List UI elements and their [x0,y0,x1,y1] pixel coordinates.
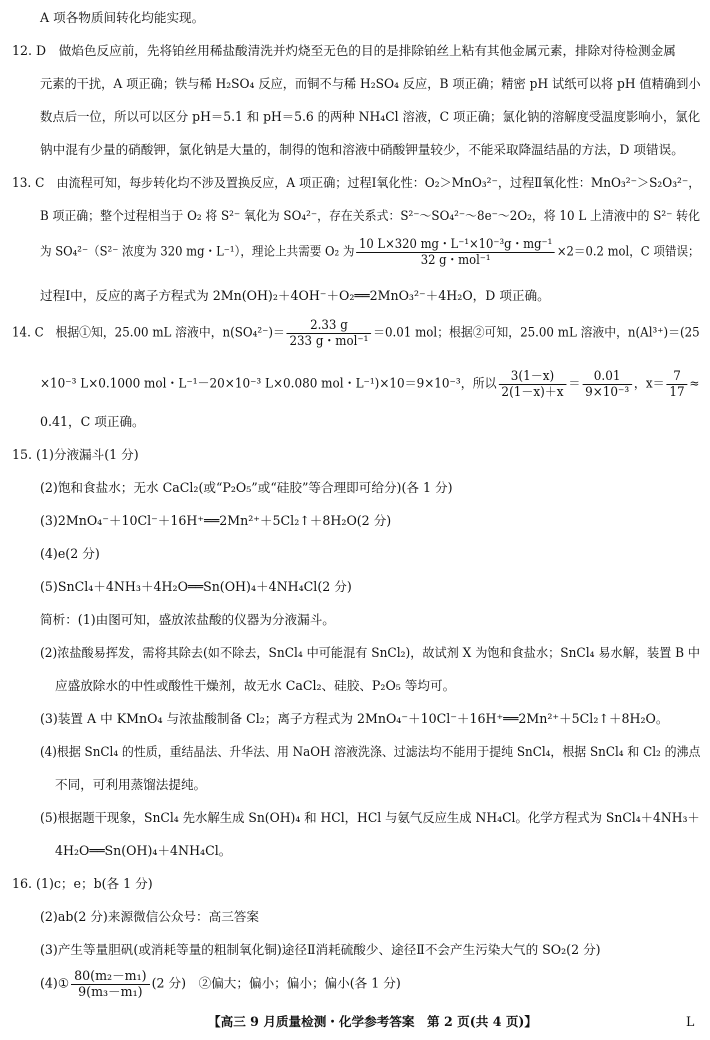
answer-16-line: 16. (1)c；e；b(各 1 分) [12,876,153,891]
fraction-numerator: 3(1－x) [499,370,567,385]
text-line: B 项正确；整个过程相当于 O₂ 将 S²⁻ 氧化为 SO₄²⁻，存在关系式：S²⁻～SO₄²⁻～8e⁻～2O₂，将 10 L 上清液中的 S²⁻ 转化 [40,208,700,223]
text-line: 过程Ⅰ中，反应的离子方程式为 2Mn(OH)₂＋4OH⁻＋O₂══2MnO₃²⁻＋4H₂O，D 项正确。 [40,288,550,303]
text-fragment: ×2＝0.2 mol，C 项错误； [556,243,700,259]
answer-14-line [12,319,700,347]
fraction-denominator: 2(1－x)＋x [501,383,564,399]
answer-13-line: 13. C 由流程可知，每步转化均不涉及置换反应，A 项正确；过程Ⅰ氧化性：O₂＞MnO₃²⁻，过程Ⅱ氧化性：MnO₃²⁻＞S₂O₃²⁻， [12,175,701,190]
fraction-numerator: 10 L×320 mg・L⁻¹×10⁻³g・mg⁻¹ [356,238,555,253]
answer-12-line: 12. D 做焰色反应前，先将铂丝用稀盐酸清洗并灼烧至无色的目的是排除铂丝上粘有其他金属元素，排除对待检测金属 [12,43,676,58]
text-line: (2)浓盐酸易挥发，需将其除去(如不除去，SnCl₄ 中可能混有 SnCl₂)，故试剂 X 为饱和食盐水；SnCl₄ 易水解，装置 B 中 [40,645,701,660]
text-fragment: ×10⁻³ L×0.1000 mol・L⁻¹－20×10⁻³ L×0.080 mol・L⁻¹)×10＝9×10⁻³，所以 [40,375,497,391]
text-line: 钠中混有少量的硝酸钾，氯化钠是大量的，制得的饱和溶液中硝酸钾量较少，不能采取降温结晶的方法，D 项错误。 [40,142,684,157]
fraction-numerator: 2.33 g [287,319,372,334]
answer-15-line: 15. (1)分液漏斗(1 分) [12,447,139,462]
text-line: 数点后一位，所以可以区分 pH＝5.1 和 pH＝5.6 的两种 NH₄Cl 溶液，C 项正确；氯化钠的溶解度受温度影响小，氯化 [40,109,701,124]
text-line: (3)产生等量胆矾(或消耗等量的粗制氧化铜)途径Ⅱ消耗硫酸少、途径Ⅱ不会产生污染大气的 SO₂(2 分) [40,942,601,957]
fraction-denominator: 32 g・mol⁻¹ [420,251,491,267]
text-line: A 项各物质间转化均能实现。 [40,10,205,25]
text-fragment: ，x＝ [633,375,665,391]
text-line: 元素的干扰，A 项正确；铁与稀 H₂SO₄ 反应，而铜不与稀 H₂SO₄ 反应，B 项正确；精密 pH 试纸可以将 pH 值精确到小 [40,76,701,91]
text-line: (3)装置 A 中 KMnO₄ 与浓盐酸制备 Cl₂；离子方程式为 2MnO₄⁻＋10Cl⁻＋16H⁺══2Mn²⁺＋5Cl₂↑＋8H₂O。 [40,711,669,726]
fraction-denominator: 9×10⁻³ [585,383,630,399]
fraction-numerator: 0.01 [582,370,632,385]
text-line: (2)ab(2 分)来源微信公众号：高三答案 [40,909,259,924]
fraction [71,970,149,998]
fraction [356,238,555,266]
fraction [287,319,372,347]
text-line: 0.41，C 项正确。 [40,414,145,429]
fraction-denominator: 9(m₃－m₁) [78,983,143,999]
formula-line [40,970,401,998]
text-fragment: ＝ [568,375,581,391]
text-fragment: (4)① [40,975,70,991]
footer-code: L [686,1014,695,1029]
text-fragment: (2 分) ②偏大；偏小；偏小；偏小(各 1 分) [151,975,401,991]
fraction-numerator: 80(m₂－m₁) [71,970,149,985]
text-line: (5)根据题干现象，SnCl₄ 先水解生成 Sn(OH)₄ 和 HCl，HCl 与氨气反应生成 NH₄Cl。化学方程式为 SnCl₄＋4NH₃＋ [40,810,700,825]
text-line: (2)饱和食盐水；无水 CaCl₂(或“P₂O₅”或“硅胶”等合理即可给分)(各 1 分) [40,480,453,495]
fraction-numerator: 7 [667,370,688,385]
text-line: 不同，可利用蒸馏法提纯。 [55,777,207,792]
footer-title: 【高三 9 月质量检测・化学参考答案 第 2 页(共 4 页)】 [208,1014,537,1029]
text-fragment: ≈ [689,375,700,391]
text-line: (4)e(2 分) [40,546,100,561]
fraction-denominator: 233 g・mol⁻¹ [289,332,369,348]
text-fragment: ＝0.01 mol；根据②可知，25.00 mL 溶液中，n(Al³⁺)＝(25 [373,324,700,340]
text-line: 4H₂O══Sn(OH)₄＋4NH₄Cl。 [55,843,232,858]
fraction [499,370,567,398]
text-line: 简析：(1)由图可知，盛放浓盐酸的仪器为分液漏斗。 [40,612,335,627]
text-line: (3)2MnO₄⁻＋10Cl⁻＋16H⁺══2Mn²⁺＋5Cl₂↑＋8H₂O(2 分) [40,513,392,528]
fraction [582,370,632,398]
text-line: (5)SnCl₄＋4NH₃＋4H₂O══Sn(OH)₄＋4NH₄Cl(2 分) [40,579,352,594]
fraction-denominator: 17 [669,383,685,399]
fraction [667,370,688,398]
text-fragment: 14. C 根据①知，25.00 mL 溶液中，n(SO₄²⁻)＝ [12,324,285,340]
text-fragment: 为 SO₄²⁻（S²⁻ 浓度为 320 mg・L⁻¹），理论上共需要 O₂ 为 [40,243,355,259]
formula-line [40,370,699,398]
formula-line [40,238,700,266]
text-line: 应盛放除水的中性或酸性干燥剂，故无水 CaCl₂、硅胶、P₂O₅ 等均可。 [55,678,456,693]
text-line: (4)根据 SnCl₄ 的性质，重结晶法、升华法、用 NaOH 溶液洗涤、过滤法均不能用于提纯 SnCl₄，根据 SnCl₄ 和 Cl₂ 的沸点 [40,744,701,759]
